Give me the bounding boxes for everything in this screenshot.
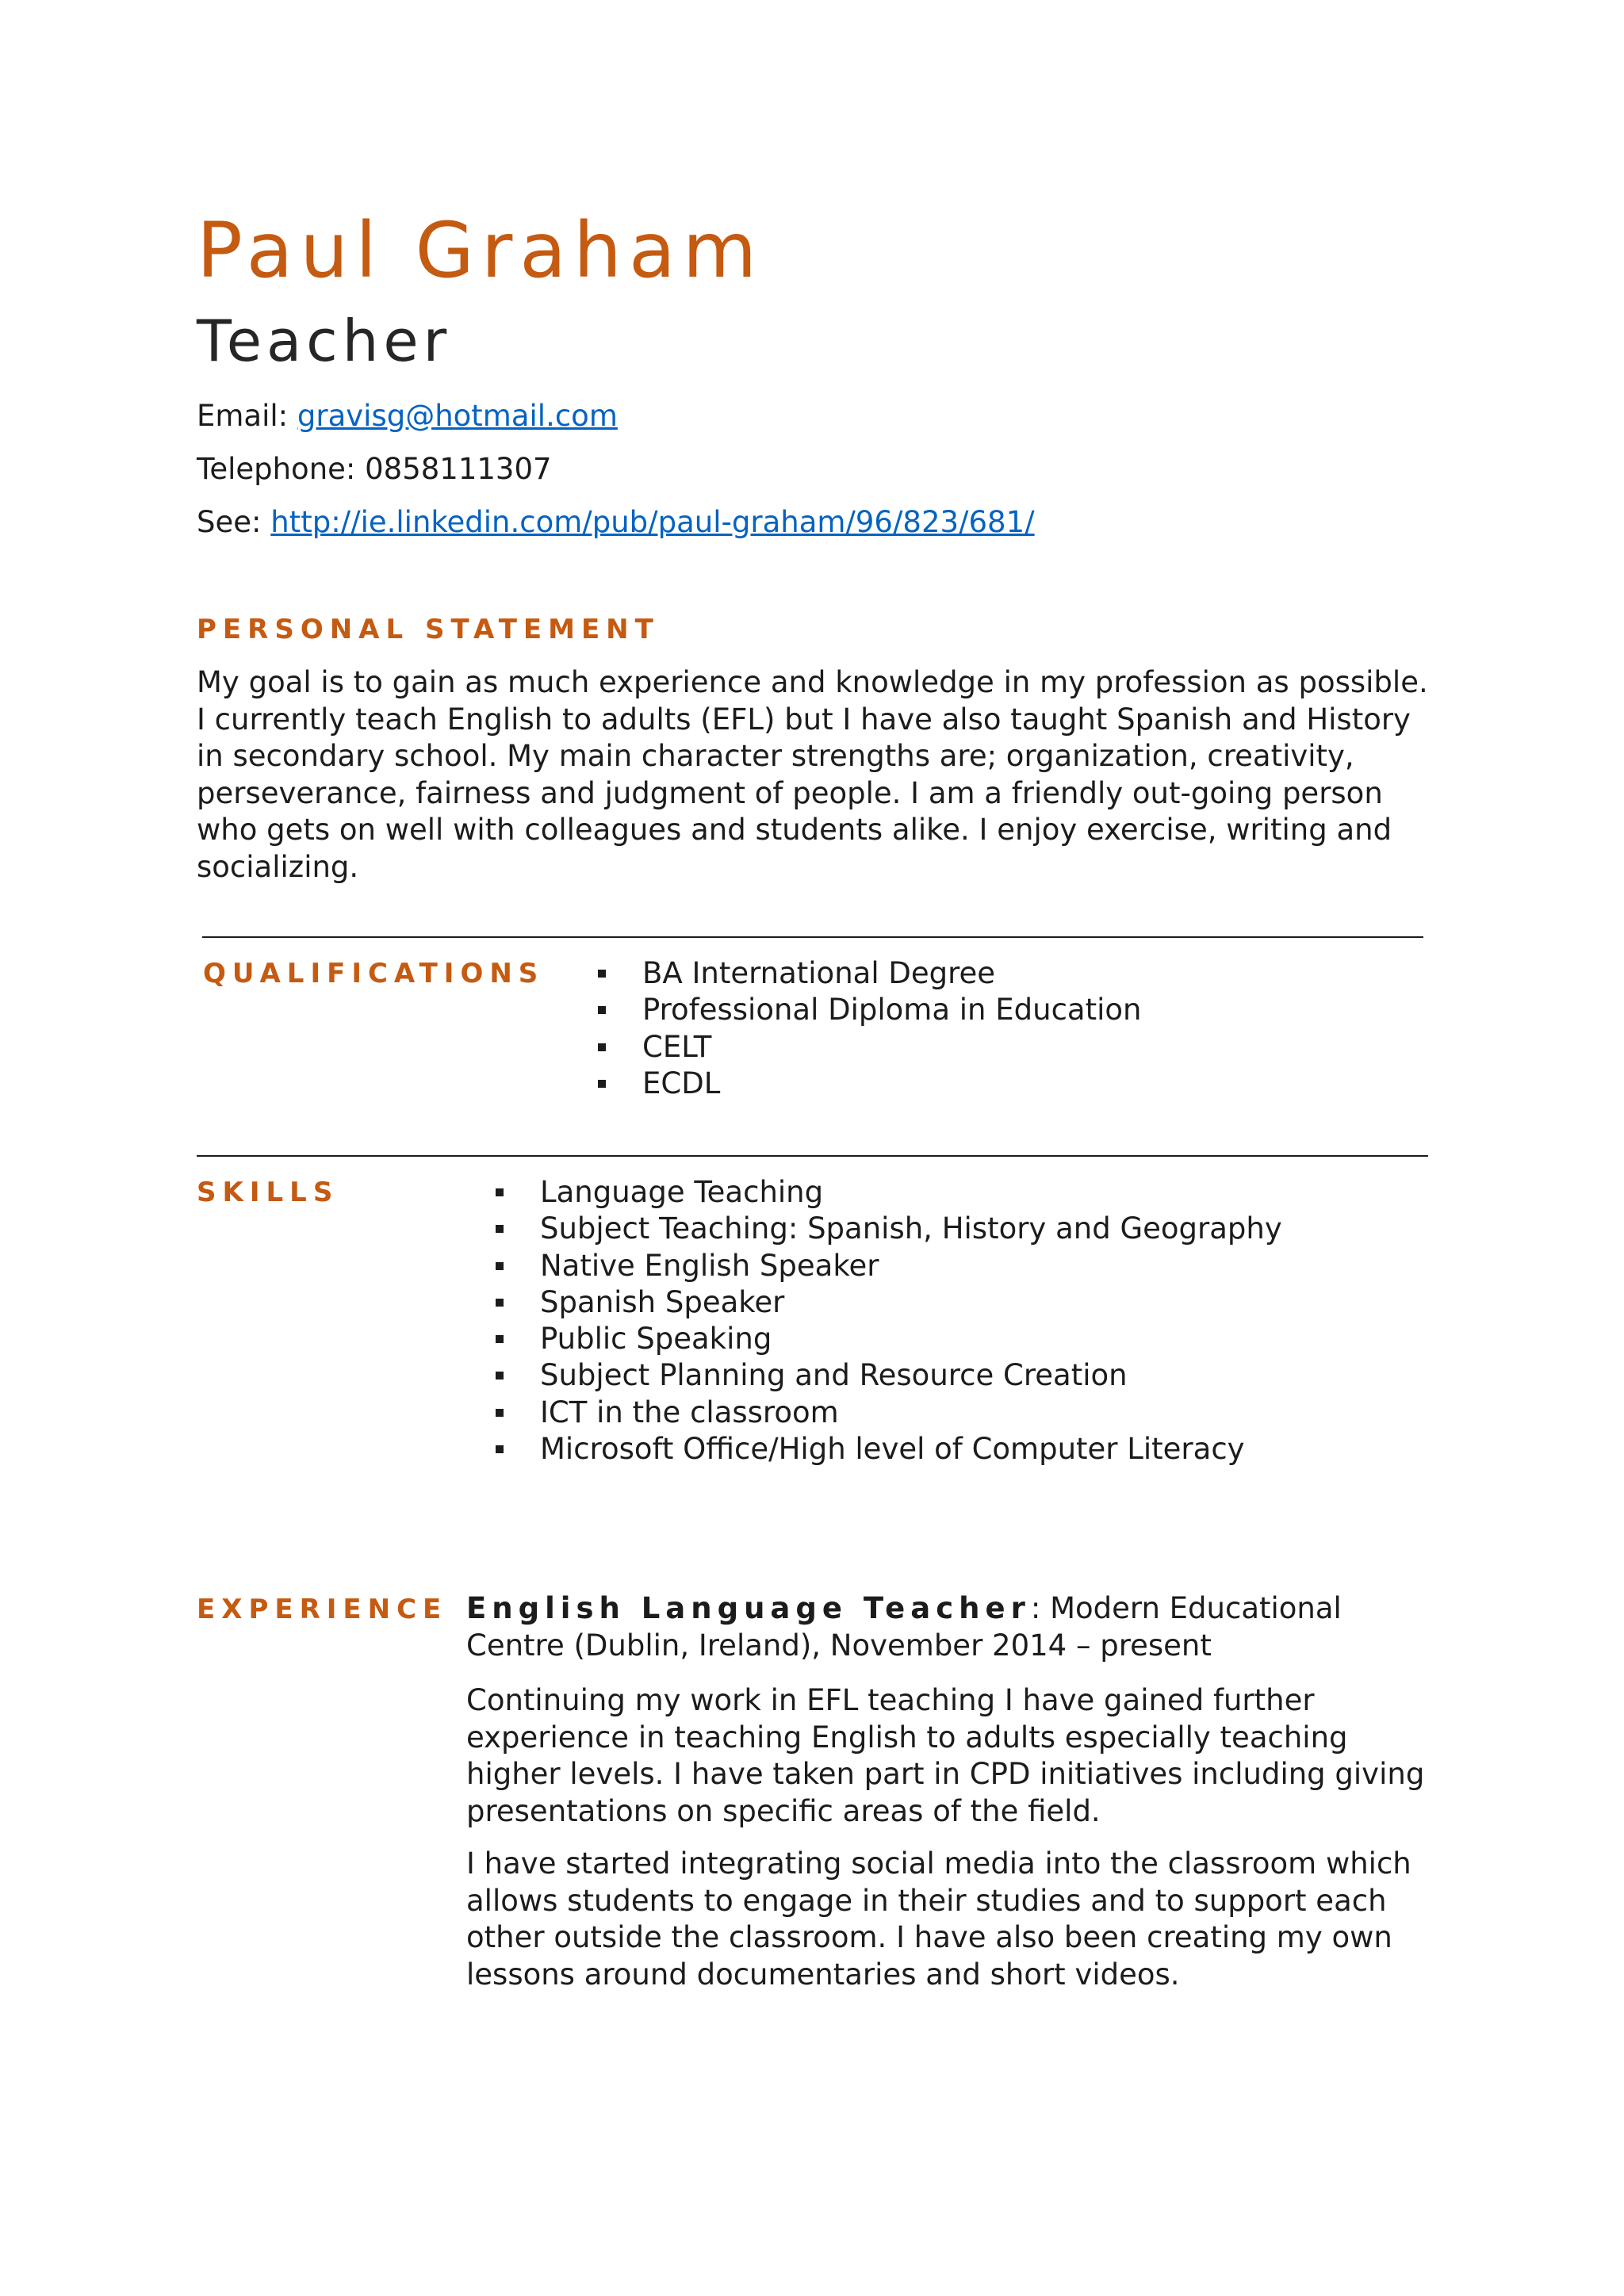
candidate-name: Paul Graham bbox=[197, 206, 764, 295]
list-item: Native English Speaker bbox=[496, 1248, 1282, 1284]
list-item: Spanish Speaker bbox=[496, 1284, 1282, 1321]
list-item: Microsoft Office/High level of Computer Literacy bbox=[496, 1431, 1282, 1468]
skills-heading: SKILLS bbox=[197, 1177, 339, 1208]
list-item: Language Teaching bbox=[496, 1174, 1282, 1211]
experience-job-heading bbox=[466, 1590, 1426, 1664]
personal-statement-heading: PERSONAL STATEMENT bbox=[197, 614, 660, 645]
email-label: Email: bbox=[197, 399, 297, 433]
qualifications-list bbox=[598, 955, 1141, 1102]
qualifications-heading: QUALIFICATIONS bbox=[203, 958, 545, 989]
contact-email-line bbox=[197, 399, 618, 434]
list-item: ICT in the classroom bbox=[496, 1395, 1282, 1431]
list-item: Professional Diploma in Education bbox=[598, 992, 1141, 1028]
list-item: CELT bbox=[598, 1029, 1141, 1066]
email-link[interactable]: gravisg@hotmail.com bbox=[297, 399, 618, 433]
divider-skills bbox=[197, 1155, 1428, 1157]
job-details: : Modern Educational Centre (Dublin, Ireland), November 2014 – present bbox=[466, 1591, 1342, 1663]
list-item: Subject Planning and Resource Creation bbox=[496, 1357, 1282, 1394]
list-item: Subject Teaching: Spanish, History and Geography bbox=[496, 1211, 1282, 1247]
experience-paragraph-1: Continuing my work in EFL teaching I have gained further experience in teaching English to adults especially teaching higher levels. I have taken part in CPD initiatives including giving presentations on specific areas of the field. bbox=[466, 1683, 1425, 1828]
divider-qualifications bbox=[202, 936, 1423, 938]
list-item: ECDL bbox=[598, 1066, 1141, 1102]
see-label: See: bbox=[197, 505, 271, 539]
telephone-number: 0858111307 bbox=[365, 452, 552, 486]
contact-telephone-line bbox=[197, 452, 552, 487]
list-item: BA International Degree bbox=[598, 955, 1141, 992]
contact-linkedin-line bbox=[197, 505, 1035, 540]
candidate-role: Teacher bbox=[197, 308, 452, 374]
linkedin-link[interactable]: http://ie.linkedin.com/pub/paul-graham/96/823/681/ bbox=[270, 505, 1035, 539]
telephone-label: Telephone: bbox=[197, 452, 366, 486]
personal-statement-text: My goal is to gain as much experience and knowledge in my profession as possible. I currently teach English to adults (EFL) but I have also taught Spanish and History in secondary school. My main character strengths are; organization, creativity, perseverance, fairness and judgment of people. I am a friendly out-going person who gets on well with colleagues and students alike. I enjoy exercise, writing and socializing. bbox=[197, 665, 1428, 884]
experience-heading: EXPERIENCE bbox=[197, 1594, 448, 1625]
skills-list bbox=[496, 1174, 1282, 1468]
job-title: English Language Teacher bbox=[466, 1591, 1031, 1625]
list-item: Public Speaking bbox=[496, 1321, 1282, 1357]
experience-paragraph-2: I have started integrating social media into the classroom which allows students to engage in their studies and to support each other outside the classroom. I have also been creating my own lessons around documentaries and short videos. bbox=[466, 1846, 1411, 1992]
